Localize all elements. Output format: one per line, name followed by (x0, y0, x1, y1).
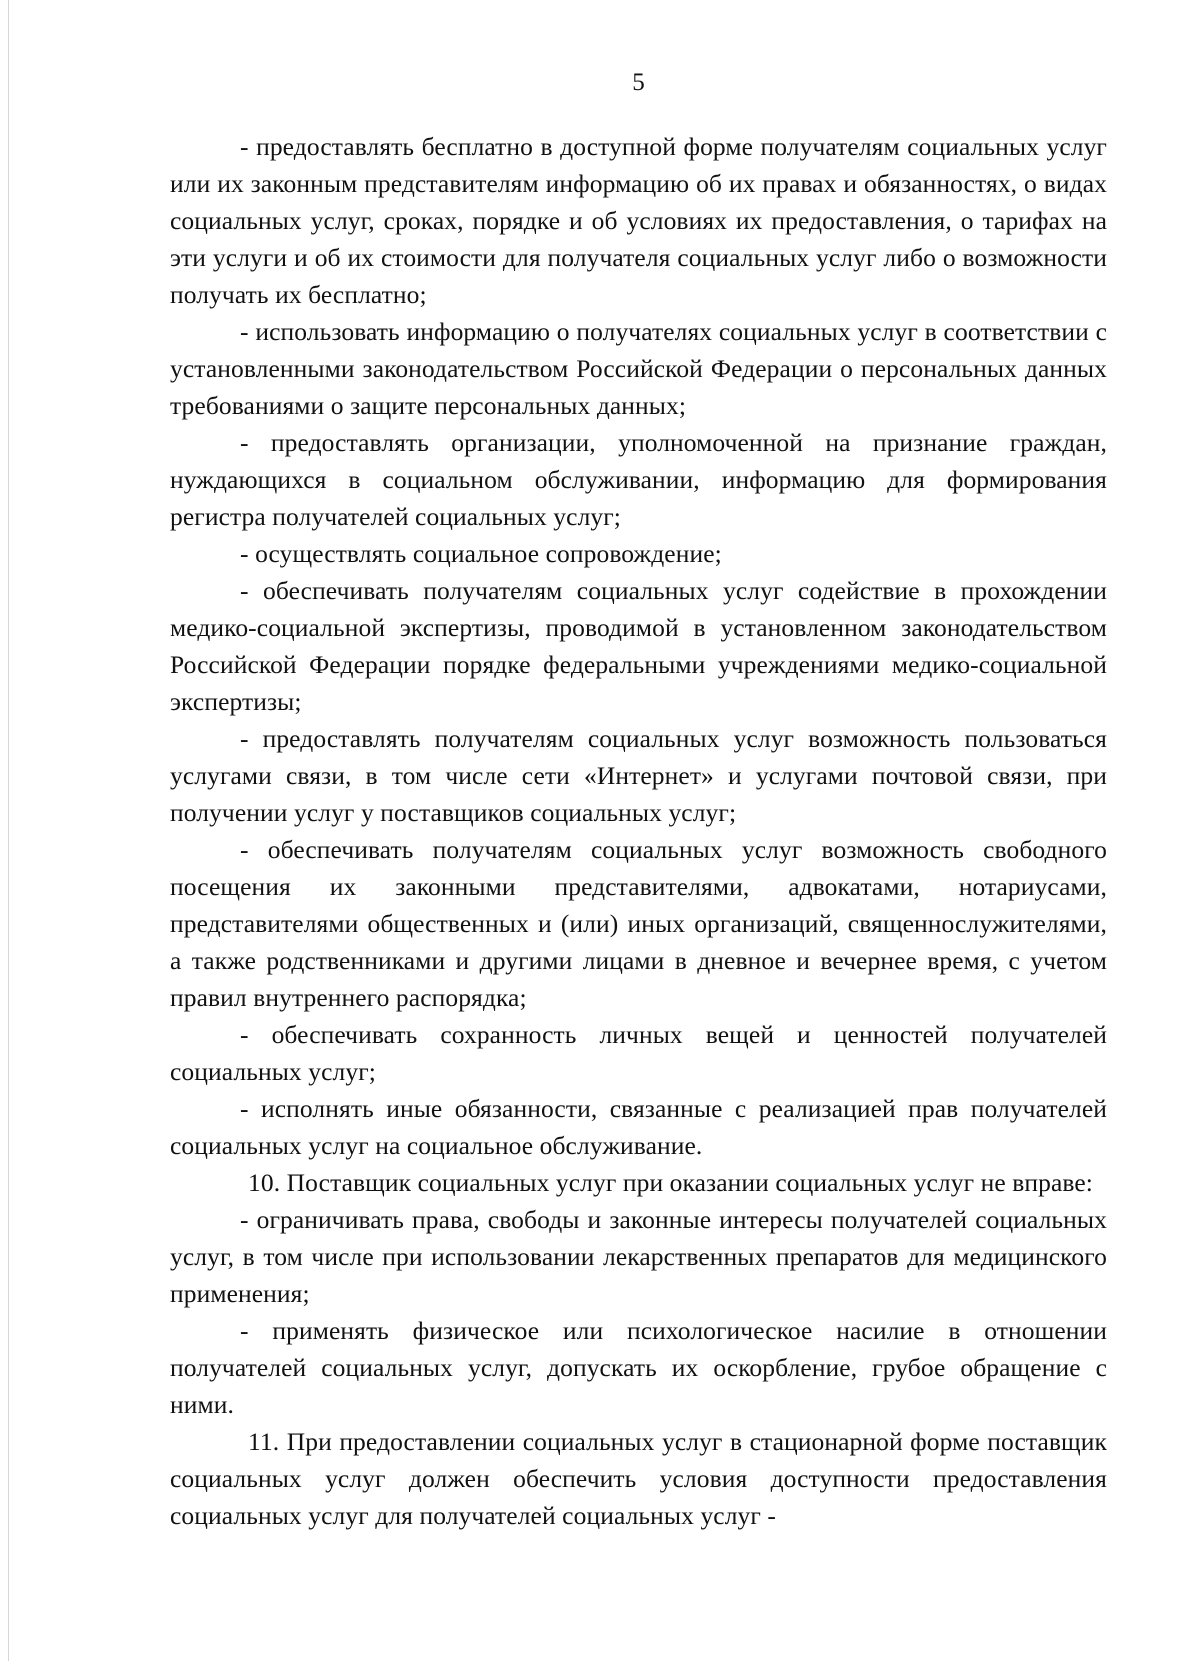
paragraph-communication-services: - предоставлять получателям социальных услуг возможность пользоваться услугами связи, в том числе сети «Интернет» и услугами почтовой связи, при получении услуг у поставщиков социальных услуг; (170, 724, 1107, 827)
paragraph-social-support: - осуществлять социальное сопровождение; (240, 539, 722, 568)
paragraph-restrict-rights: - ограничивать права, свободы и законные интересы получателей социальных услуг, в том числе при использовании лекарственных препаратов для медицинского применения; (170, 1205, 1107, 1308)
paragraph-provide-information: - предоставлять бесплатно в доступной форме получателям социальных услуг или их законным представителям информацию об их правах и обязанностях, о видах социальных услуг, сроках, порядке и об условиях их предоставления, о тарифах на эти услуги и об их стоимости для получателя социальных услуг либо о возможности получать их бесплатно; (170, 132, 1107, 309)
paragraph-register-information: - предоставлять организации, уполномоченной на признание граждан, нуждающихся в социальном обслуживании, информацию для формирования регистра получателей социальных услуг; (170, 428, 1107, 531)
paragraph-use-personal-data: - использовать информацию о получателях социальных услуг в соответствии с установленными законодательством Российской Федерации о персональных данных требованиями о защите персональных данных; (170, 317, 1107, 420)
paragraph-personal-belongings: - обеспечивать сохранность личных вещей и ценностей получателей социальных услуг; (170, 1020, 1107, 1086)
paragraph-section-11: 11. При предоставлении социальных услуг в стационарной форме поставщик социальных услуг должен обеспечить условия доступности предоставления социальных услуг для получателей социальных услуг - (170, 1427, 1107, 1530)
paragraph-section-10: 10. Поставщик социальных услуг при оказании социальных услуг не вправе: (248, 1168, 1093, 1197)
scan-edge-line (8, 0, 9, 1661)
page-number: 5 (632, 69, 645, 96)
paragraph-medical-expertise: - обеспечивать получателям социальных услуг содействие в прохождении медико-социальной экспертизы, проводимой в установленном законодательством Российской Федерации порядке федеральными учреждениями медико-социальной экспертизы; (170, 576, 1107, 716)
paragraph-other-duties: - исполнять иные обязанности, связанные с реализацией прав получателей социальных услуг на социальное обслуживание. (170, 1094, 1107, 1160)
document-page (170, 68, 1107, 1534)
paragraph-free-visits: - обеспечивать получателям социальных услуг возможность свободного посещения их законными представителями, адвокатами, нотариусами, представителями общественных и (или) иных организаций, священнослужителями, а также родственниками и другими лицами в дневное и вечернее время, с учетом правил внутреннего распорядка; (170, 835, 1107, 1012)
paragraph-violence-prohibition: - применять физическое или психологическое насилие в отношении получателей социальных услуг, допускать их оскорбление, грубое обращение с ними. (170, 1316, 1107, 1419)
